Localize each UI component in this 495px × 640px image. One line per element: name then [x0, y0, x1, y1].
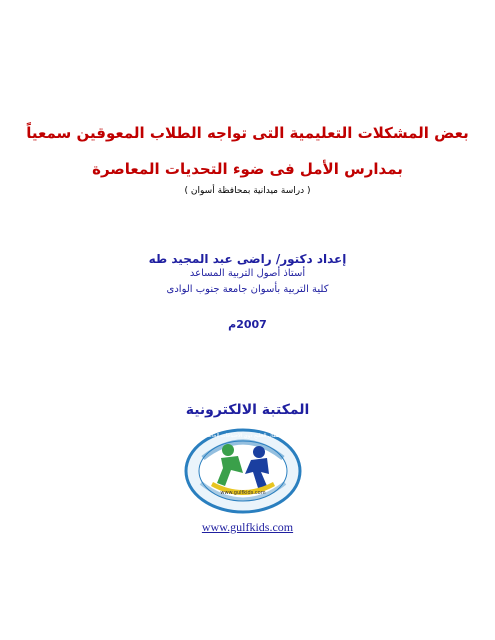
title-line-1: بعض المشكلات التعليمية التى تواجه الطلاب المعوقين سمعياً [26, 124, 469, 142]
library-label: المكتبة الالكترونية [185, 402, 310, 418]
gulfkids-logo [183, 428, 303, 514]
logo-ring-text: أطفال الخليج ذوي الاحتياجات الخاصة [204, 433, 282, 439]
website-link[interactable]: www.gulfkids.com [201, 520, 294, 534]
title-line-2: بمدارس الأمل فى ضوء التحديات المعاصرة [92, 160, 403, 178]
subtitle: ( دراسة ميدانية بمحافظة أسوان ) [184, 186, 311, 196]
logo-inner-text: www.gulfkids.com [220, 490, 266, 496]
author-affiliation: كلية التربية بأسوان جامعة جنوب الوادى [166, 284, 329, 295]
logo-graphic [183, 428, 303, 514]
publication-year: 2007م [228, 318, 267, 331]
author-name: إعداد دكتور/ راضى عبد المجيد طه [148, 252, 347, 266]
author-position: أستاذ أصول التربية المساعد [189, 268, 306, 279]
